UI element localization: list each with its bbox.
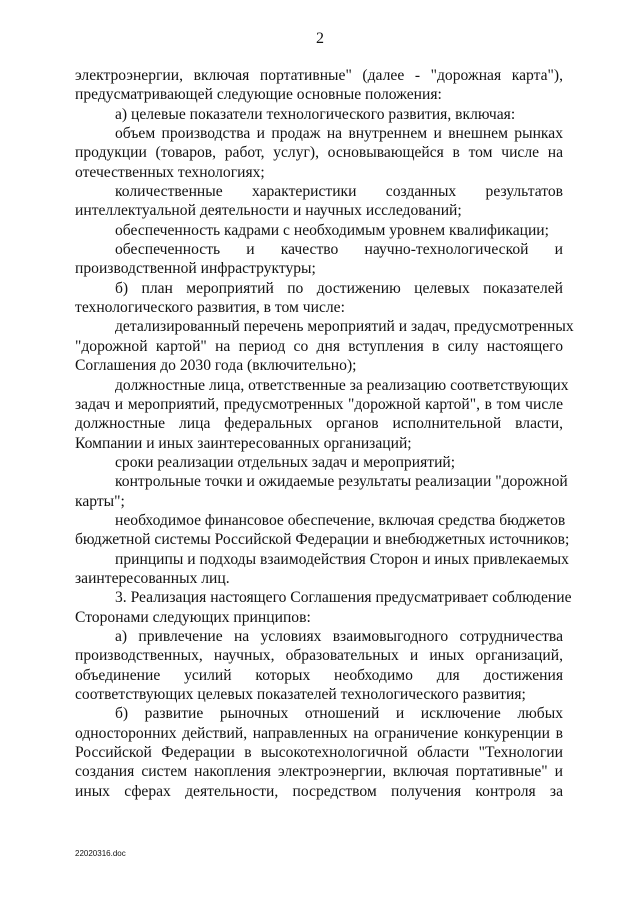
text-line: Соглашения до 2030 года (включительно); xyxy=(75,357,357,375)
text-line: количественные характеристики созданных результатов xyxy=(115,183,563,201)
text-line: обеспеченность и качество научно-технологической и xyxy=(115,241,563,259)
text-line: карты"; xyxy=(75,492,125,510)
text-line: задач и мероприятий, предусмотренных "дорожной картой", в том числе xyxy=(75,395,563,413)
text-line: односторонних действий, направленных на ограничение конкуренции в xyxy=(75,724,563,742)
text-line: а) привлечение на условиях взаимовыгодного сотрудничества xyxy=(115,627,563,645)
text-line: отечественных технологиях; xyxy=(75,163,265,181)
text-line: сроки реализации отдельных задач и мероприятий; xyxy=(115,453,456,471)
text-line: соответствующих целевых показателей технологического развития; xyxy=(75,686,526,703)
text-line: технологического развития, в том числе: xyxy=(75,299,345,317)
file-code: 22020316.doc xyxy=(75,849,126,858)
text-line: принципы и подходы взаимодействия Сторон и иных привлекаемых xyxy=(115,550,569,568)
text-line: иных сферах деятельности, посредством получения контроля за xyxy=(75,782,563,800)
text-line: должностные лица федеральных органов исполнительной власти, xyxy=(75,415,563,433)
text-line: б) развитие рыночных отношений и исключение любых xyxy=(115,705,563,723)
text-line: а) целевые показатели технологического развития, включая: xyxy=(115,105,516,123)
text-line: производственной инфраструктуры; xyxy=(75,260,316,278)
text-line: продукции (товаров, работ, услуг), основывающейся в том числе на xyxy=(75,144,563,162)
text-line: создания систем накопления электроэнергии, включая портативные" и xyxy=(75,763,563,781)
text-line: интеллектуальной деятельности и научных исследований; xyxy=(75,202,462,220)
text-line: контрольные точки и ожидаемые результаты реализации "дорожной xyxy=(115,473,568,491)
text-line: Российской Федерации в высокотехнологичной области "Технологии xyxy=(75,744,563,762)
text-line: электроэнергии, включая портативные" (далее - "дорожная карта"), xyxy=(75,67,563,84)
text-line: "дорожной картой" на период со дня вступления в силу настоящего xyxy=(75,337,563,355)
text-line: объем производства и продаж на внутреннем и внешнем рынках xyxy=(115,125,563,143)
text-line: детализированный перечень мероприятий и задач, предусмотренных xyxy=(115,318,574,336)
text-line: заинтересованных лиц. xyxy=(75,569,230,587)
text-line: бюджетной системы Российской Федерации и внебюджетных источников; xyxy=(75,531,570,549)
text-line: 3. Реализация настоящего Соглашения предусматривает соблюдение xyxy=(115,589,572,607)
text-line: предусматривающей следующие основные положения: xyxy=(75,86,442,104)
text-line: б) план мероприятий по достижению целевых показателей xyxy=(115,279,563,297)
text-line: объединение усилий которых необходимо для достижения xyxy=(75,666,563,684)
page-number: 2 xyxy=(316,30,324,47)
text-line: необходимое финансовое обеспечение, включая средства бюджетов xyxy=(115,511,566,529)
text-line: должностные лица, ответственные за реализацию соответствующих xyxy=(115,376,569,394)
text-line: производственных, научных, образовательных и иных организаций, xyxy=(75,647,563,665)
text-line: обеспеченность кадрами с необходимым уровнем квалификации; xyxy=(115,221,549,239)
text-line: Компании и иных заинтересованных организаций; xyxy=(75,434,412,452)
text-line: Сторонами следующих принципов: xyxy=(75,608,311,626)
document-body xyxy=(75,66,574,801)
